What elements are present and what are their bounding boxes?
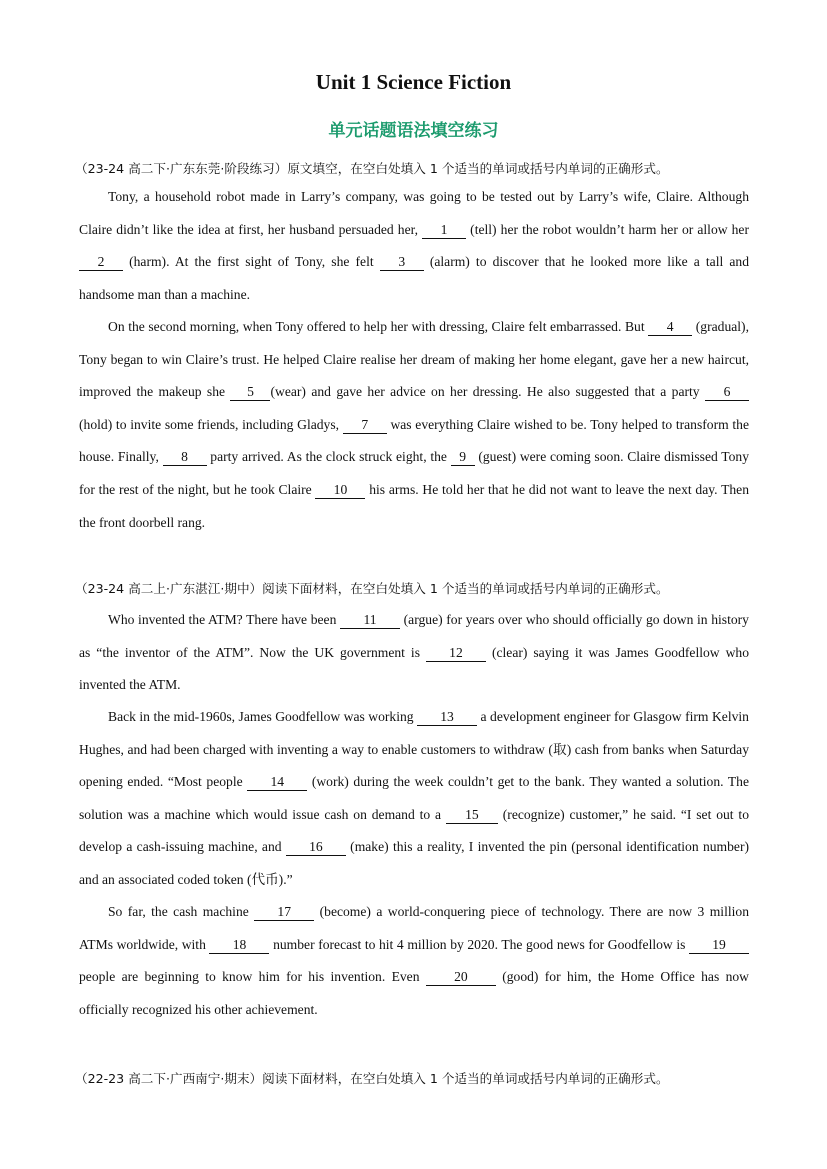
passage-text: (hold) to invite some friends, including Gladys, [79, 416, 343, 432]
blank-14[interactable]: 14 [247, 774, 307, 791]
passage-text: Tony, a household robot made in Larry’s company, was going to be tested out by Larry’s wife, Claire. Although Claire didn’t like the idea at first, her husband persuaded her, [79, 189, 749, 237]
passage-text: was everything Claire wished to be. Tony helped to transform the house. Finally, [79, 416, 749, 465]
passage-text: (good) for him, the Home Office has now officially recognized his other achievement. [79, 969, 749, 1017]
passage-text: his arms. He told her that he did not want to leave the next day. Then the front doorbell rang. [79, 481, 749, 530]
passage-2-paragraph-1 [79, 604, 749, 702]
passage-text: a development engineer for Glasgow firm Kelvin Hughes, and had been charged with inventing a way to enable customers to withdraw (取) cash from banks when Saturday opening ended. “Most people [79, 709, 749, 790]
passage-text: (clear) saying it was James Goodfellow who invented the ATM. [79, 644, 749, 693]
passage-text: (argue) for years over who should officially go down in history as “the inventor of the ATM”. Now the UK government is [79, 612, 749, 660]
passage-text: (wear) and gave her advice on her dressing. He also suggested that a party [270, 384, 706, 400]
blank-16[interactable]: 16 [286, 839, 346, 856]
section-2-source: （23-24 高二上·广东湛江·期中）阅读下面材料，在空白处填入 1 个适当的单词或括号内单词的正确形式。 [75, 581, 669, 596]
passage-text: people are beginning to know him for his invention. Even [79, 969, 426, 985]
passage-text: (work) during the week couldn’t get to the bank. They wanted a solution. The solution was a machine which would issue cash on demand to a [79, 774, 749, 822]
passage-text: (make) this a reality, I invented the pin (personal identification number) and an associated coded token (代币).” [79, 839, 749, 887]
blank-17[interactable]: 17 [254, 904, 314, 921]
blank-9[interactable]: 9 [451, 449, 475, 466]
blank-20[interactable]: 20 [426, 969, 496, 986]
passage-1-paragraph-1 [79, 181, 749, 311]
passage-text: number forecast to hit 4 million by 2020. The good news for Goodfellow is [269, 936, 690, 952]
passage-text: Who invented the ATM? There have been [108, 612, 340, 627]
blank-2[interactable]: 2 [79, 254, 123, 271]
passage-text: (become) a world-conquering piece of technology. There are now 3 million ATMs worldwide, with [79, 904, 749, 952]
blank-6[interactable]: 6 [705, 384, 749, 401]
page-subtitle: 单元话题语法填空练习 [328, 121, 499, 141]
passage-text: So far, the cash machine [108, 904, 255, 919]
passage-text: On the second morning, when Tony offered to help her with dressing, Claire felt embarrassed. But [108, 319, 649, 334]
page-title: Unit 1 Science Fiction [315, 70, 512, 94]
section-3-source: （22-23 高二下·广西南宁·期末）阅读下面材料，在空白处填入 1 个适当的单词或括号内单词的正确形式。 [75, 1071, 669, 1086]
blank-4[interactable]: 4 [648, 319, 692, 336]
passage-text: party arrived. As the clock struck eight, the [206, 449, 451, 465]
passage-2-paragraph-2 [79, 701, 749, 897]
blank-10[interactable]: 10 [315, 482, 365, 499]
blank-5[interactable]: 5 [230, 384, 270, 401]
blank-11[interactable]: 11 [340, 612, 400, 629]
section-1-source: （23-24 高二下·广东东莞·阶段练习）原文填空，在空白处填入 1 个适当的单词或括号内单词的正确形式。 [75, 161, 669, 176]
blank-1[interactable]: 1 [422, 222, 466, 239]
blank-18[interactable]: 18 [209, 937, 269, 954]
blank-12[interactable]: 12 [426, 645, 486, 662]
blank-7[interactable]: 7 [343, 417, 387, 434]
blank-19[interactable]: 19 [689, 937, 749, 954]
blank-13[interactable]: 13 [417, 709, 477, 726]
passage-text: Back in the mid-1960s, James Goodfellow was working [108, 709, 418, 724]
passage-text: (alarm) to discover that he looked more like a tall and handsome man than a machine. [79, 254, 749, 302]
passage-text: (recognize) customer,” he said. “I set out to develop a cash-issuing machine, and [79, 806, 749, 855]
blank-3[interactable]: 3 [380, 254, 424, 271]
blank-8[interactable]: 8 [163, 449, 207, 466]
passage-2-paragraph-3 [79, 896, 749, 1026]
passage-text: (guest) were coming soon. Claire dismissed Tony for the rest of the night, but he took Claire [79, 449, 749, 497]
blank-15[interactable]: 15 [446, 807, 498, 824]
passage-text: (gradual), Tony began to win Claire’s trust. He helped Claire realise her dream of making her home elegant, gave her a new haircut, improved the makeup she [79, 319, 749, 400]
passage-1-paragraph-2 [79, 311, 749, 539]
passage-text: (harm). At the first sight of Tony, she felt [123, 254, 380, 270]
passage-text: (tell) her the robot wouldn’t harm her or allow her [466, 221, 749, 237]
